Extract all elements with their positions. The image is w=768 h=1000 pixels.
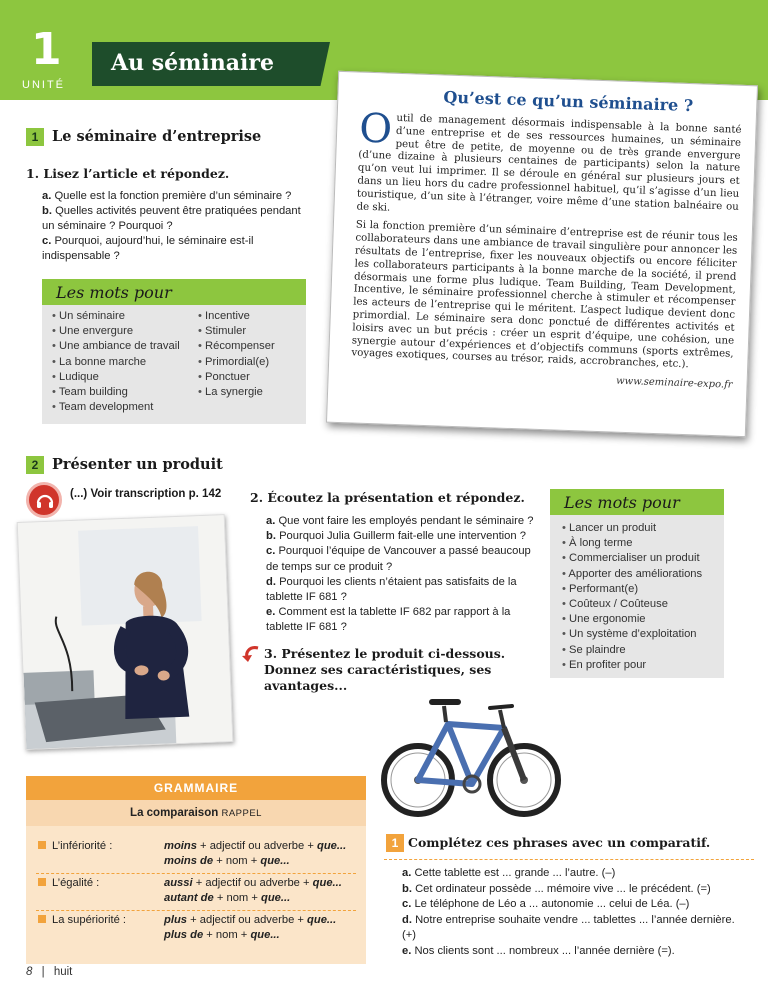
article-source: www.seminaire-expo.fr	[615, 375, 733, 391]
list-item: c. Pourquoi l’équipe de Vancouver a passé beaucoup de temps sur ce produit ?	[266, 545, 531, 573]
vocab-list-col1	[52, 309, 202, 415]
vocab-box-1	[42, 279, 306, 424]
list-item: • Ponctuer	[198, 370, 303, 385]
page-title: Au séminaire	[111, 50, 274, 76]
transcription-ref: (...) Voir transcription p. 142	[70, 488, 222, 500]
grammar-box: GRAMMAIRE La comparaison RAPPEL L’infériorité : moins + adjectif ou adverbe + que... moins de + nom + que... L’égalité : aussi + adjectif ou adverbe + que... autant de + nom + que... La supériorité : plus + adjectif ou adverbe + que... plus de + nom + que...	[26, 776, 366, 964]
list-item: b. Cet ordinateur possède ... mémoire vive ... le précédent. (=)	[402, 882, 711, 895]
list-item: e. Nos clients sont ... nombreux ... l’année dernière (=).	[402, 944, 675, 957]
page-number: 8	[26, 966, 33, 978]
bicycle-image	[378, 684, 564, 826]
section-1-number: 1	[26, 128, 44, 146]
list-item: c. Pourquoi, aujourd’hui, le séminaire est-il indispensable ?	[42, 235, 254, 262]
list-item: • Un système d’exploitation	[562, 627, 722, 642]
section-1-title: Le séminaire d’entreprise	[52, 128, 262, 145]
list-item: a. Cette tablette est ... grande ... l’autre. (–)	[402, 867, 616, 879]
list-item: • Une ergonomie	[562, 612, 722, 627]
question-1-heading: 1. Lisez l’article et répondez.	[26, 166, 230, 181]
grammar-divider	[36, 873, 356, 874]
list-item: • Un séminaire	[52, 309, 202, 324]
vocab-box-1-header: Les mots pour	[42, 279, 306, 305]
list-item: a. Que vont faire les employés pendant le séminaire ?	[266, 515, 534, 527]
list-item: • Une envergure	[52, 324, 202, 339]
list-item: • Team building	[52, 385, 202, 400]
list-item: • Apporter des améliorations	[562, 567, 722, 582]
presenter-photo	[17, 514, 234, 750]
list-item: • Récompenser	[198, 339, 303, 354]
list-item: • La synergie	[198, 385, 303, 400]
grammar-header: GRAMMAIRE	[26, 776, 366, 800]
curved-arrow-icon	[240, 644, 262, 664]
article-card	[326, 71, 758, 437]
unit-number: 1	[31, 24, 62, 75]
question-2-heading: 2. Écoutez la présentation et répondez.	[250, 490, 525, 505]
list-item: e. Comment est la tablette IF 682 par rapport à la tablette IF 681 ?	[266, 606, 511, 634]
article-dropcap: O	[358, 105, 393, 153]
question-3: 3. Présentez le produit ci-dessous. Donnez ses caractéristiques, ses avantages...	[264, 646, 506, 693]
list-item: • Une ambiance de travail	[52, 339, 202, 354]
list-item: • Lancer un produit	[562, 521, 722, 536]
list-item: • En profiter pour	[562, 658, 722, 673]
section-2-number: 2	[26, 456, 44, 474]
exercise-number: 1	[386, 834, 404, 852]
vocab-list-2	[562, 521, 722, 673]
list-item: • Stimuler	[198, 324, 303, 339]
unit-label: UNITÉ	[22, 79, 65, 91]
vocab-box-2	[550, 489, 724, 678]
list-item: a. Quelle est la fonction première d’un séminaire ?	[42, 190, 292, 202]
list-item: • La bonne marche	[52, 355, 202, 370]
grammar-divider	[36, 910, 356, 911]
vocab-box-2-header: Les mots pour	[550, 489, 724, 515]
grammar-subheader: La comparaison RAPPEL	[26, 800, 366, 826]
list-item: • Incentive	[198, 309, 303, 324]
vocab-list-col2	[198, 309, 303, 400]
exercise-divider	[384, 859, 754, 860]
list-item: • Primordial(e)	[198, 355, 303, 370]
list-item: • Performant(e)	[562, 582, 722, 597]
unit-badge	[0, 0, 88, 100]
page-word: huit	[53, 966, 73, 978]
list-item: d. Notre entreprise souhaite vendre ... tablettes ... l’année dernière. (+)	[402, 913, 735, 941]
list-item: c. Le téléphone de Léo a ... autonomie ... celui de Léa. (–)	[402, 898, 690, 910]
list-item: • Ludique	[52, 370, 202, 385]
headphones-icon[interactable]	[26, 482, 62, 518]
page-footer	[26, 966, 72, 978]
article-title: Qu’est ce qu’un séminaire ?	[443, 87, 694, 116]
list-item: • À long terme	[562, 536, 722, 551]
list-item: b. Quelles activités peuvent être pratiquées pendant un séminaire ? Pourquoi ?	[42, 205, 301, 232]
list-item: • Team development	[52, 400, 202, 415]
exercise-list	[402, 866, 742, 959]
list-item: • Coûteux / Coûteuse	[562, 597, 722, 612]
section-2-title: Présenter un produit	[52, 456, 223, 473]
list-item: • Se plaindre	[562, 643, 722, 658]
article-paragraph-2: Si la fonction première d’un séminaire d’entreprise est de réunir tous les collaborateurs dans une ambiance de travail singulière pour annoncer les résultats de l’entreprise, fixer les nouveaux objectifs ou encore féliciter les collaborateurs participants à la bonne marche de la société, il prend désormais une forme plus ludique. Team Building, Team Development, Incentive, le séminaire professionnel cherche à stimuler et récompenser les acteurs de l’entreprise qui le méritent. L’aspect ludique devient donc primordial. Le séminaire sera donc ponctué de différentes activités et loisirs avec un but précis : créer un esprit d’équipe, une cohésion, une synergie autour d’expériences et d’objectifs communs (sports extrêmes, voyages exotiques, courses au trésor, raids, accrobranches, etc.).	[351, 219, 738, 371]
article-paragraph-1: Outil de management désormais indispensable à la bonne santé d’une entreprise et de ses ressources humaines, un séminaire peut être de petite, de moyenne ou de très grande envergure (d’une dizaine à plusieurs centaines de participants) selon la nature qu’on veut lui imprimer. Il se déroule en général sur plusieurs jours et dans un lieu hors du cadre professionnel habituel, qu’il s’agisse d’un lieu touristique, d’un site à l’étranger, voire même d’une station balnéaire ou de ski.	[356, 105, 742, 214]
exercise-title: Complétez ces phrases avec un comparatif.	[408, 835, 711, 850]
list-item: b. Pourquoi Julia Guillerm fait-elle une intervention ?	[266, 530, 526, 543]
question-1-list	[42, 189, 310, 264]
question-2-list	[266, 514, 534, 636]
list-item: d. Pourquoi les clients n’étaient pas satisfaits de la tablette IF 681 ?	[266, 575, 517, 604]
list-item: • Commercialiser un produit	[562, 551, 722, 566]
footer-separator: |	[41, 966, 45, 978]
